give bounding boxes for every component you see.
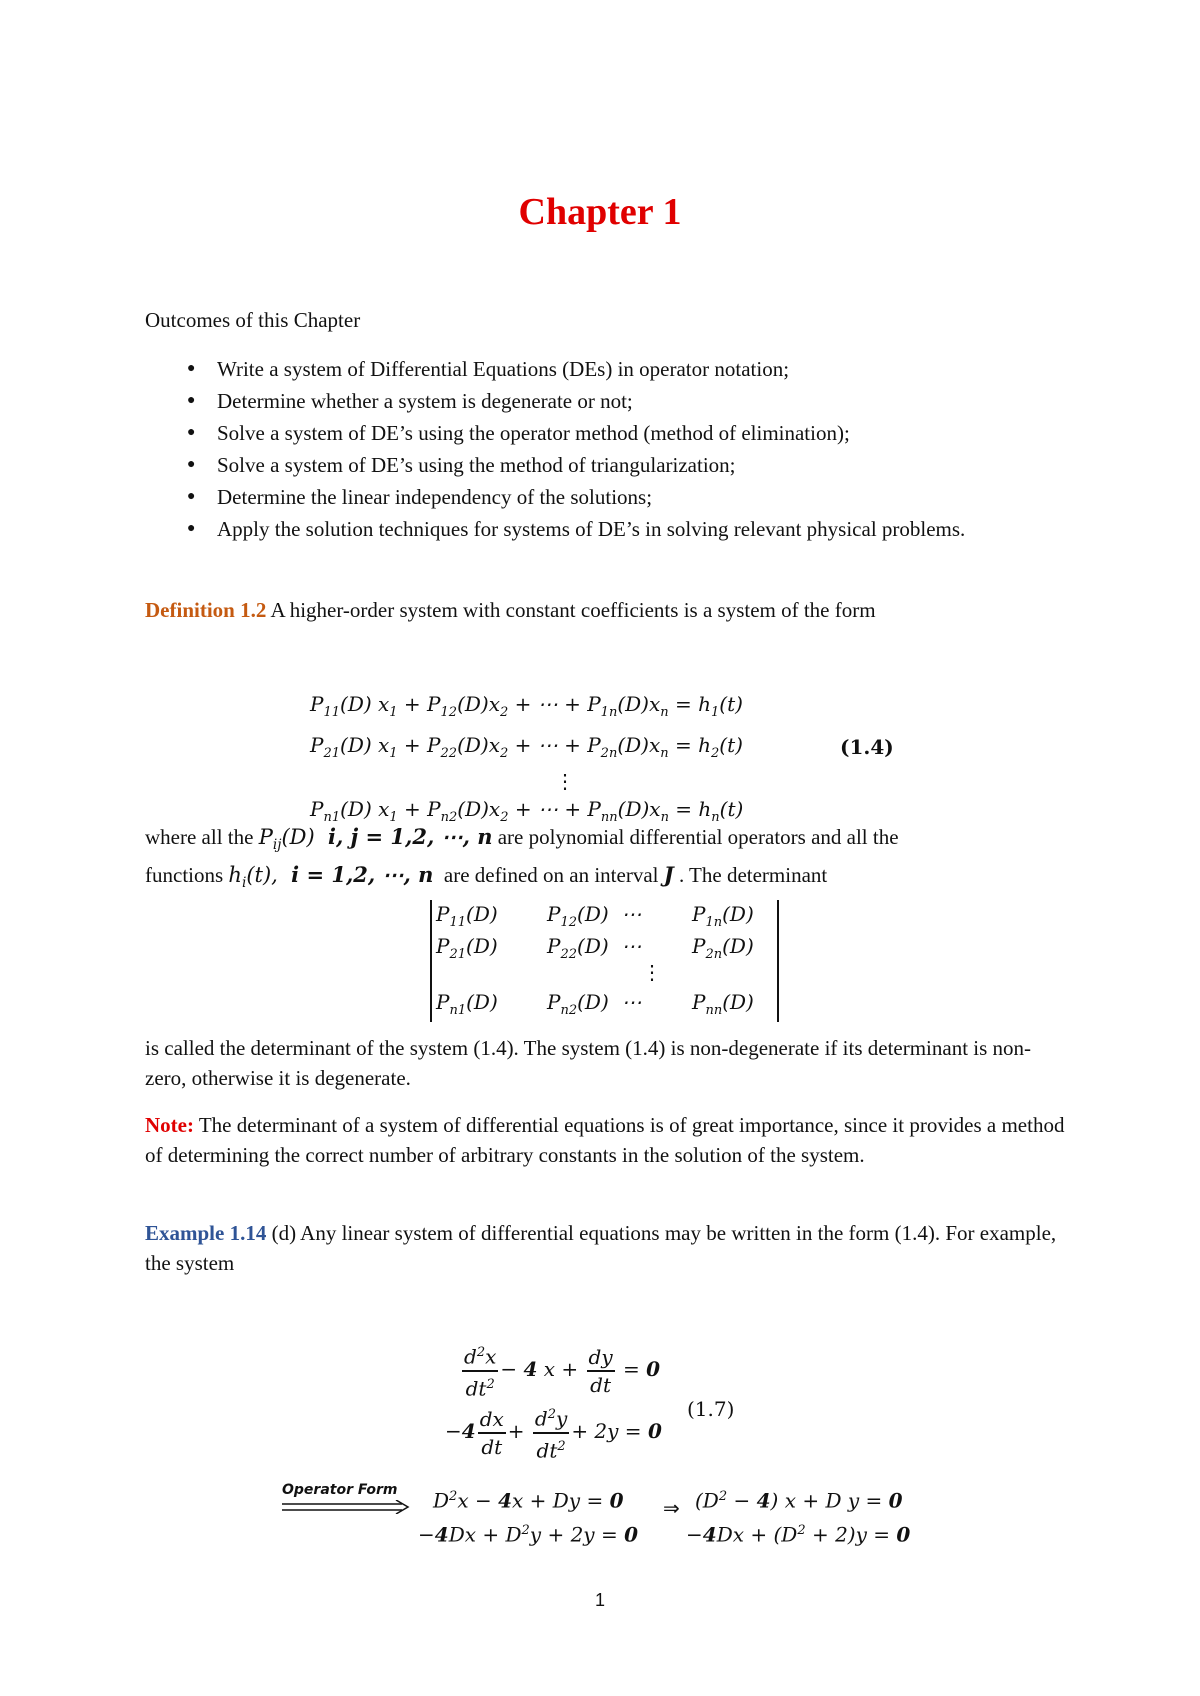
vertical-ellipsis: ⋮: [555, 769, 575, 793]
det-cell: $P_{11}(D)$: [436, 902, 498, 930]
operator-form-row-4: $-4Dx + (D^2 + 2)y = 0$: [686, 1522, 911, 1547]
outcomes-heading: Outcomes of this Chapter: [145, 308, 361, 332]
where-text-4: are defined on an interval: [443, 863, 659, 888]
double-arrow-icon: [282, 1500, 412, 1514]
math-hi: $h_i(t)$, i = 1,2, ⋯, n: [228, 862, 434, 892]
definition-label: Definition 1.2: [145, 598, 267, 622]
equation-row-n: $P_{n1}(D) x_1 + P_{n2}(D)x_2$ + ⋯ + $P_{nn}(D)x_n = h_n(t)$: [310, 797, 744, 825]
outcomes-list: [145, 353, 1025, 545]
outcome-item: ● Determine the linear independency of the solutions;: [145, 481, 1025, 513]
example-text: (d) Any linear system of differential equations may be written in the form (1.4). For example, the system: [145, 1221, 1057, 1275]
implies-icon: ⇒: [663, 1496, 680, 1520]
math-interval-j: J: [663, 862, 674, 888]
outcome-item: ● Apply the solution techniques for systems of DE’s in solving relevant physical problems.: [145, 513, 1025, 545]
where-line-2: [145, 860, 1065, 898]
fraction: $\frac{dy}{dt}$: [588, 1344, 613, 1397]
where-text-3: functions: [145, 863, 224, 888]
equation-tag-1-7: (1.7): [687, 1397, 735, 1421]
det-cell: $P_{22}(D)$ ⋯: [547, 934, 642, 962]
fraction: $\frac{d^2x}{dt^2}$: [462, 1340, 498, 1401]
where-paragraph: [145, 822, 1065, 898]
det-cell: $P_{n1}(D)$: [436, 990, 498, 1018]
note-label: Note:: [145, 1113, 194, 1137]
outcome-item: ● Write a system of Differential Equations (DEs) in operator notation;: [145, 353, 1025, 385]
note-text: The determinant of a system of differential equations is of great importance, since it provides a method of determining the correct number of arbitrary constants in the solution of the system.: [145, 1113, 1065, 1167]
where-text-2: are polynomial differential operators and all the: [497, 825, 899, 849]
fraction: $\frac{dx}{dt}$: [479, 1406, 504, 1459]
fraction: $\frac{d^2y}{dt^2}$: [533, 1402, 569, 1463]
det-vertical-ellipsis: ⋮: [642, 960, 662, 984]
det-cell: $P_{12}(D)$ ⋯: [547, 902, 642, 930]
outcome-item: ● Determine whether a system is degenerate or not;: [145, 385, 1025, 417]
operator-form-label: Operator Form: [282, 1482, 398, 1498]
where-text-5: . The determinant: [678, 863, 828, 888]
operator-form-row-1: $D^2x - 4x + Dy = 0$: [433, 1488, 624, 1513]
where-line-1: [145, 822, 1065, 860]
det-cell: $P_{21}(D)$: [436, 934, 498, 962]
outcome-item: ● Solve a system of DE’s using the method of triangularization;: [145, 449, 1025, 481]
outcome-item: ● Solve a system of DE’s using the operator method (method of elimination);: [145, 417, 1025, 449]
operator-form-row-2: $-4Dx + D^2y + 2y = 0$: [418, 1522, 638, 1547]
determinant-explanation: is called the determinant of the system (1.4). The system (1.4) is non-degenerate if its determinant is non-zero, otherwise it is degenerate.: [145, 1036, 1032, 1090]
page-number: 1: [594, 1590, 605, 1610]
definition-text: A higher-order system with constant coefficients is a system of the form: [270, 598, 876, 622]
equation-row-2: $P_{21}(D) x_1 + P_{22}(D)x_2$ + ⋯ + $P_{2n}(D)x_n = h_2(t)$: [310, 733, 743, 761]
operator-form-row-3: $(D^2 - 4) x + D$ y = 0: [695, 1488, 903, 1513]
operator-form-arrow: [282, 1482, 412, 1514]
equation-row-1: $P_{11}(D) x_1 + P_{12}(D)x_2$ + ⋯ + $P_{1n}(D)x_n = h_1(t)$: [310, 692, 743, 720]
det-cell: $P_{nn}(D)$: [692, 990, 754, 1018]
equation-tag-1-4: (1.4): [840, 735, 894, 759]
equation-1-7-row-1: $\frac{d^2x}{dt^2}$ − 4 x + $\frac{dy}{dt}$ = 0: [460, 1340, 660, 1401]
det-cell: $P_{2n}(D)$: [692, 934, 754, 962]
chapter-title: Chapter 1: [518, 191, 682, 233]
equation-system-1-4: [310, 688, 800, 835]
equation-1-7-row-2: −4 $\frac{dx}{dt}$ + $\frac{d^2y}{dt^2}$ + 2y = 0: [445, 1402, 662, 1463]
where-text-1: where all the: [145, 825, 254, 849]
note-paragraph: [145, 1110, 1065, 1170]
example-label: Example 1.14: [145, 1221, 267, 1245]
det-cell: $P_{n2}(D)$ ⋯: [547, 990, 642, 1018]
determinant-matrix: [430, 900, 779, 1022]
definition-paragraph: [145, 595, 1065, 625]
example-paragraph: [145, 1218, 1065, 1278]
math-pij: $P_{ij}(D)$ i, j = 1,2, ⋯, n: [258, 824, 493, 854]
det-cell: $P_{1n}(D)$: [692, 902, 754, 930]
